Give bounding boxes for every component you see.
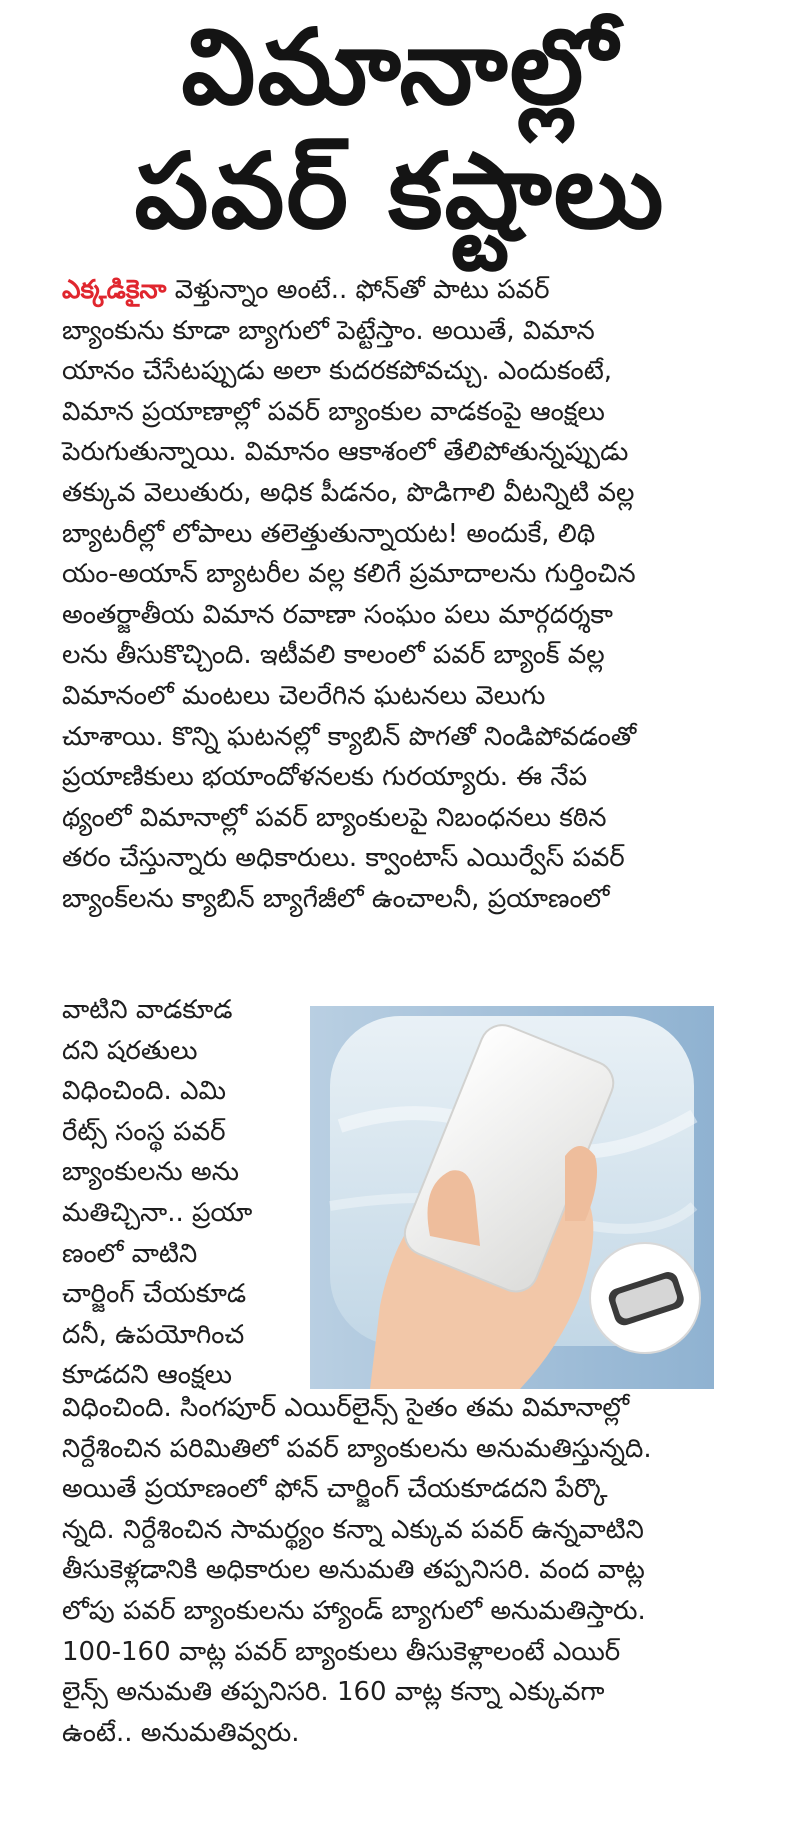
body-line: విమాన ప్రయాణాల్లో పవర్ బ్యాంకుల వాడకంపై ఆంక్షలు: [62, 396, 605, 427]
body-line: ప్రయాణికులు భయాందోళనలకు గురయ్యారు. ఈ నేప: [62, 762, 588, 793]
body-line: థ్యంలో విమానాల్లో పవర్ బ్యాంకులపై నిబంధనలు కఠిన: [62, 802, 607, 833]
body-line: చూశాయి. కొన్ని ఘటనల్లో క్యాబిన్ పొగతో నిండిపోవడంతో: [62, 721, 637, 752]
body-line-0-text: వెళ్తున్నాం అంటే.. ఫోన్‌తో పాటు పవర్: [166, 275, 550, 305]
body-line: న్నది. నిర్దేశించిన సామర్థ్యం కన్నా ఎక్కువ పవర్ ఉన్నవాటిని: [62, 1514, 644, 1545]
wrap-line: బ్యాంకులను అను: [62, 1157, 239, 1188]
body-line: ఉంటే.. అనుమతివ్వరు.: [62, 1717, 300, 1748]
body-line: యం-అయాన్ బ్యాటరీల వల్ల కలిగే ప్రమాదాలను గుర్తించిన: [62, 559, 636, 590]
headline: [0, 0, 800, 250]
body-line: అయితే ప్రయాణంలో ఫోన్ చార్జింగ్ చేయకూడదని పేర్కొ: [62, 1474, 608, 1505]
power-bank-illustration: [310, 1006, 714, 1389]
article-body-wrap-column: [62, 990, 272, 1396]
body-line: నిర్దేశించిన పరిమితిలో పవర్ బ్యాంకులను అనుమతిస్తున్నది.: [62, 1433, 652, 1464]
wrap-line: మతిచ్చినా.. ప్రయా: [62, 1197, 253, 1228]
article-body-bottom: [62, 1388, 752, 1753]
headline-line-1: విమానాల్లో: [181, 6, 619, 128]
body-line: విమానంలో మంటలు చెలరేగిన ఘటనలు వెలుగు: [62, 680, 546, 711]
power-bank-photo: [310, 1006, 714, 1389]
body-line: లైన్స్ అనుమతి తప్పనిసరి. 160 వాట్ల కన్నా ఎక్కువగా: [62, 1677, 605, 1708]
body-line: తరం చేస్తున్నారు అధికారులు. క్వాంటాస్ ఎయిర్వేస్ పవర్: [62, 843, 625, 874]
body-line: బ్యాంక్‌లను క్యాబిన్ బ్యాగేజీలో ఉంచాలనీ, ప్రయాణంలో: [62, 883, 610, 914]
body-line: అంతర్జాతీయ విమాన రవాణా సంఘం పలు మార్గదర్శకా: [62, 599, 613, 630]
kicker-word: ఎక్కడికైనా: [62, 275, 167, 305]
wrap-line: కూడదని ఆంక్షలు: [62, 1360, 232, 1391]
wrap-line: వాటిని వాడకూడ: [62, 995, 233, 1025]
body-line: పెరుగుతున్నాయి. విమానం ఆకాశంలో తేలిపోతున్నప్పుడు: [62, 437, 629, 468]
body-line: బ్యాంకును కూడా బ్యాగులో పెట్టేస్తాం. అయితే, విమాన: [62, 315, 595, 346]
article-body-top: [62, 270, 752, 920]
wrap-line: దనీ, ఉపయోగించ: [62, 1319, 245, 1350]
wrap-line: విధించింది. ఎమి: [62, 1076, 227, 1107]
wrap-line: దని షరతులు: [62, 1035, 198, 1066]
wrap-line: చార్జింగ్ చేయకూడ: [62, 1279, 247, 1310]
body-line: విధించింది. సింగపూర్ ఎయిర్‌లైన్స్ సైతం తమ విమానాల్లో: [62, 1393, 630, 1423]
body-line: 100-160 వాట్ల పవర్ బ్యాంకులు తీసుకెళ్లాలంటే ఎయిర్: [62, 1636, 621, 1667]
body-line: యానం చేసేటప్పుడు అలా కుదరకపోవచ్చు. ఎందుకంటే,: [62, 356, 613, 387]
body-line: లను తీసుకొచ్చింది. ఇటీవలి కాలంలో పవర్ బ్యాంక్ వల్ల: [62, 640, 605, 671]
body-line: బ్యాటరీల్లో లోపాలు తలెత్తుతున్నాయట! అందుకే, లిథి: [62, 518, 596, 549]
body-line: తక్కువ వెలుతురు, అధిక పీడనం, పొడిగాలి వీటన్నిటి వల్ల: [62, 477, 635, 508]
headline-line-2: పవర్ కష్టాలు: [134, 130, 666, 252]
wrap-line: రేట్స్ సంస్థ పవర్: [62, 1116, 226, 1147]
body-line-0: [62, 270, 752, 311]
body-line: తీసుకెళ్లడానికి అధికారుల అనుమతి తప్పనిసరి. వంద వాట్ల: [62, 1555, 645, 1586]
wrap-line: ణంలో వాటిని: [62, 1238, 198, 1269]
body-line: లోపు పవర్ బ్యాంకులను హ్యాండ్ బ్యాగులో అనుమతిస్తారు.: [62, 1595, 646, 1626]
